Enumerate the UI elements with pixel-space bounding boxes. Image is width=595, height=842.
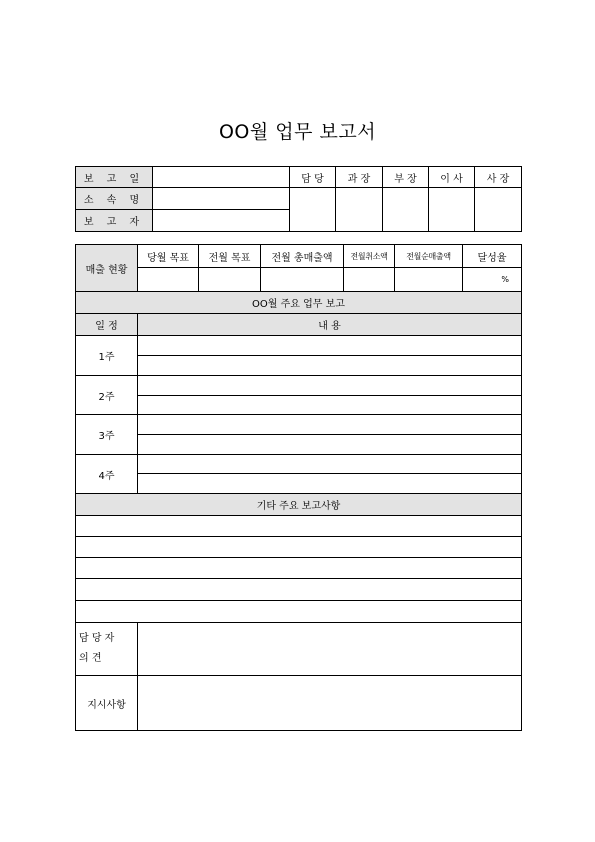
- week-4-line-1[interactable]: [138, 455, 522, 474]
- approval-box-section-chief[interactable]: [336, 188, 383, 232]
- approval-label-section-chief: 과 장: [336, 167, 383, 188]
- sales-value-last-month-target[interactable]: [199, 268, 261, 292]
- manager-opinion-label-line-1: 담 당 자: [79, 633, 115, 644]
- week-3-line-2[interactable]: [138, 435, 522, 455]
- week-2-line-1[interactable]: [138, 376, 522, 396]
- other-report-line-5[interactable]: [76, 601, 522, 623]
- manager-opinion-label: [76, 623, 138, 676]
- sales-col-achievement-rate: 달성율: [463, 245, 522, 268]
- week-1-line-2[interactable]: [138, 356, 522, 376]
- instructions-label: 지시사항: [76, 676, 138, 731]
- report-date-label: 보 고 일: [76, 167, 153, 188]
- week-3-line-1[interactable]: [138, 415, 522, 435]
- sales-value-last-month-cancel[interactable]: [344, 268, 395, 292]
- week-2-line-2[interactable]: [138, 396, 522, 415]
- reporter-field[interactable]: [153, 210, 290, 232]
- approval-box-staff[interactable]: [290, 188, 336, 232]
- week-1-line-1[interactable]: [138, 336, 522, 356]
- sales-status-label: 매출 현황: [76, 245, 138, 292]
- week-2-label: 2주: [76, 376, 138, 415]
- report-date-field[interactable]: [153, 167, 290, 188]
- main-report-table: [75, 244, 522, 731]
- approval-box-dept-head[interactable]: [383, 188, 429, 232]
- week-4-label: 4주: [76, 455, 138, 494]
- approval-box-president[interactable]: [475, 188, 522, 232]
- sales-col-last-month-target: 전월 목표: [199, 245, 261, 268]
- reporter-label: 보 고 자: [76, 210, 153, 232]
- other-report-line-2[interactable]: [76, 537, 522, 558]
- department-field[interactable]: [153, 188, 290, 210]
- department-label: 소 속 명: [76, 188, 153, 210]
- monthly-report-section-title: OO월 주요 업무 보고: [76, 292, 522, 314]
- week-3-label: 3주: [76, 415, 138, 455]
- week-4-line-2[interactable]: [138, 474, 522, 494]
- other-report-line-3[interactable]: [76, 558, 522, 579]
- content-column-header: 내 용: [138, 314, 522, 336]
- week-1-label: 1주: [76, 336, 138, 376]
- other-report-line-4[interactable]: [76, 579, 522, 601]
- header-table: [75, 166, 522, 232]
- approval-label-director: 이 사: [429, 167, 475, 188]
- schedule-column-header: 일 정: [76, 314, 138, 336]
- sales-value-this-month-target[interactable]: [138, 268, 199, 292]
- page-title: OO월 업무 보고서: [218, 121, 377, 143]
- sales-col-last-month-gross: 전월 총매출액: [261, 245, 344, 268]
- sales-col-last-month-cancel: 전월취소액: [344, 245, 395, 268]
- approval-label-staff: 담 당: [290, 167, 336, 188]
- other-report-section-title: 기타 주요 보고사항: [76, 494, 522, 516]
- approval-box-director[interactable]: [429, 188, 475, 232]
- sales-value-last-month-net[interactable]: [395, 268, 463, 292]
- sales-col-this-month-target: 당월 목표: [138, 245, 199, 268]
- sales-col-last-month-net: 전월순매출액: [395, 245, 463, 268]
- other-report-line-1[interactable]: [76, 516, 522, 537]
- approval-label-president: 사 장: [475, 167, 522, 188]
- manager-opinion-field[interactable]: [138, 623, 522, 676]
- sales-value-last-month-gross[interactable]: [261, 268, 344, 292]
- approval-label-dept-head: 부 장: [383, 167, 429, 188]
- manager-opinion-label-line-2: 의 견: [79, 653, 102, 664]
- instructions-field[interactable]: [138, 676, 522, 731]
- sales-value-achievement-rate[interactable]: %: [463, 268, 522, 292]
